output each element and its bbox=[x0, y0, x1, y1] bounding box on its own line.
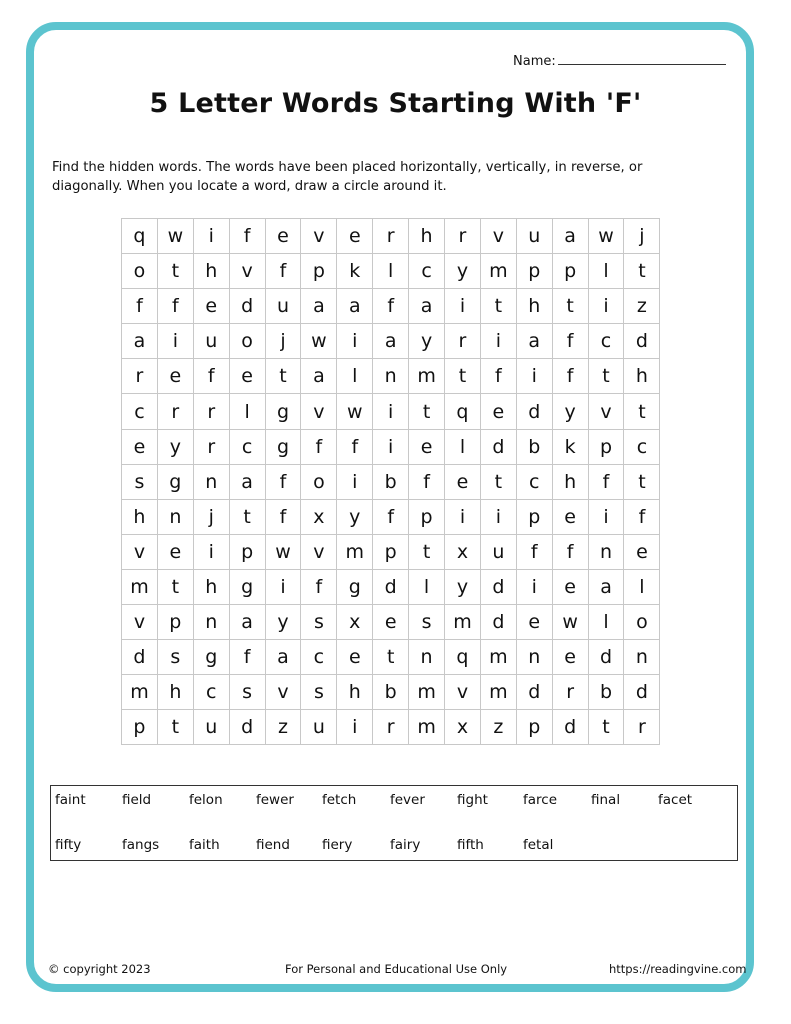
grid-row bbox=[122, 429, 660, 464]
grid-letter-cell[interactable]: l bbox=[409, 569, 445, 604]
grid-letter-cell[interactable]: t bbox=[229, 499, 265, 534]
grid-letter-cell[interactable]: c bbox=[229, 429, 265, 464]
grid-letter-cell[interactable]: e bbox=[445, 464, 481, 499]
word-bank-item: fetch bbox=[322, 792, 357, 808]
grid-letter-cell[interactable]: a bbox=[122, 324, 158, 359]
grid-letter-cell[interactable]: w bbox=[552, 605, 588, 640]
grid-letter-cell[interactable]: i bbox=[588, 499, 624, 534]
grid-row bbox=[122, 499, 660, 534]
grid-letter-cell[interactable]: d bbox=[480, 605, 516, 640]
grid-letter-cell[interactable]: i bbox=[193, 534, 229, 569]
grid-letter-cell[interactable]: c bbox=[516, 464, 552, 499]
grid-letter-cell[interactable]: t bbox=[373, 640, 409, 675]
grid-letter-cell[interactable]: i bbox=[193, 219, 229, 254]
grid-letter-cell[interactable]: r bbox=[624, 710, 660, 745]
grid-letter-cell[interactable]: h bbox=[337, 675, 373, 710]
grid-letter-cell[interactable]: n bbox=[409, 640, 445, 675]
grid-letter-cell[interactable]: r bbox=[193, 394, 229, 429]
grid-letter-cell[interactable]: s bbox=[301, 605, 337, 640]
grid-letter-cell[interactable]: l bbox=[229, 394, 265, 429]
grid-letter-cell[interactable]: f bbox=[337, 429, 373, 464]
grid-letter-cell[interactable]: l bbox=[588, 254, 624, 289]
grid-letter-cell[interactable]: l bbox=[373, 254, 409, 289]
grid-letter-cell[interactable]: y bbox=[552, 394, 588, 429]
grid-letter-cell[interactable]: n bbox=[624, 640, 660, 675]
grid-letter-cell[interactable]: f bbox=[552, 324, 588, 359]
grid-letter-cell[interactable]: i bbox=[516, 359, 552, 394]
grid-letter-cell[interactable]: u bbox=[193, 324, 229, 359]
page-title: 5 Letter Words Starting With 'F' bbox=[149, 88, 642, 119]
grid-letter-cell[interactable]: g bbox=[265, 429, 301, 464]
grid-letter-cell[interactable]: i bbox=[480, 499, 516, 534]
grid-row bbox=[122, 569, 660, 604]
grid-letter-cell[interactable]: t bbox=[409, 534, 445, 569]
grid-letter-cell[interactable]: c bbox=[588, 324, 624, 359]
grid-letter-cell[interactable]: h bbox=[516, 289, 552, 324]
grid-letter-cell[interactable]: e bbox=[193, 289, 229, 324]
grid-row bbox=[122, 394, 660, 429]
grid-letter-cell[interactable]: p bbox=[122, 710, 158, 745]
grid-letter-cell[interactable]: v bbox=[301, 534, 337, 569]
grid-letter-cell[interactable]: r bbox=[373, 710, 409, 745]
grid-letter-cell[interactable]: f bbox=[552, 359, 588, 394]
grid-letter-cell[interactable]: n bbox=[157, 499, 193, 534]
grid-letter-cell[interactable]: d bbox=[229, 710, 265, 745]
grid-letter-cell[interactable]: p bbox=[516, 254, 552, 289]
grid-letter-cell[interactable]: q bbox=[122, 219, 158, 254]
word-bank-item: fifty bbox=[55, 837, 82, 853]
grid-letter-cell[interactable]: a bbox=[552, 219, 588, 254]
word-bank-item: fight bbox=[457, 792, 488, 808]
grid-letter-cell[interactable]: r bbox=[445, 219, 481, 254]
grid-letter-cell[interactable]: x bbox=[445, 534, 481, 569]
grid-letter-cell[interactable]: m bbox=[337, 534, 373, 569]
grid-letter-cell[interactable]: z bbox=[265, 710, 301, 745]
grid-letter-cell[interactable]: v bbox=[229, 254, 265, 289]
grid-letter-cell[interactable]: h bbox=[193, 569, 229, 604]
grid-letter-cell[interactable]: e bbox=[337, 219, 373, 254]
grid-letter-cell[interactable]: t bbox=[624, 254, 660, 289]
grid-letter-cell[interactable]: v bbox=[480, 219, 516, 254]
name-field[interactable] bbox=[513, 52, 726, 69]
grid-letter-cell[interactable]: m bbox=[409, 359, 445, 394]
grid-letter-cell[interactable]: a bbox=[301, 359, 337, 394]
grid-letter-cell[interactable]: w bbox=[588, 219, 624, 254]
grid-letter-cell[interactable]: p bbox=[301, 254, 337, 289]
grid-letter-cell[interactable]: u bbox=[301, 710, 337, 745]
grid-letter-cell[interactable]: s bbox=[122, 464, 158, 499]
grid-letter-cell[interactable]: a bbox=[516, 324, 552, 359]
grid-letter-cell[interactable]: e bbox=[480, 394, 516, 429]
grid-letter-cell[interactable]: t bbox=[480, 289, 516, 324]
grid-letter-cell[interactable]: d bbox=[624, 324, 660, 359]
grid-letter-cell[interactable]: h bbox=[157, 675, 193, 710]
word-bank bbox=[50, 785, 738, 861]
grid-letter-cell[interactable]: e bbox=[409, 429, 445, 464]
grid-letter-cell[interactable]: l bbox=[337, 359, 373, 394]
grid-letter-cell[interactable]: r bbox=[193, 429, 229, 464]
grid-letter-cell[interactable]: j bbox=[265, 324, 301, 359]
grid-letter-cell[interactable]: x bbox=[301, 499, 337, 534]
grid-letter-cell[interactable]: y bbox=[409, 324, 445, 359]
grid-letter-cell[interactable]: u bbox=[193, 710, 229, 745]
grid-letter-cell[interactable]: x bbox=[337, 605, 373, 640]
grid-letter-cell[interactable]: t bbox=[157, 254, 193, 289]
grid-letter-cell[interactable]: e bbox=[373, 605, 409, 640]
grid-letter-cell[interactable]: f bbox=[265, 464, 301, 499]
grid-letter-cell[interactable]: b bbox=[588, 675, 624, 710]
grid-letter-cell[interactable]: e bbox=[516, 605, 552, 640]
grid-letter-cell[interactable]: t bbox=[409, 394, 445, 429]
grid-letter-cell[interactable]: w bbox=[301, 324, 337, 359]
grid-letter-cell[interactable]: c bbox=[409, 254, 445, 289]
grid-letter-cell[interactable]: e bbox=[552, 499, 588, 534]
usage-text: For Personal and Educational Use Only bbox=[285, 962, 508, 976]
grid-letter-cell[interactable]: d bbox=[480, 429, 516, 464]
grid-letter-cell[interactable]: d bbox=[122, 640, 158, 675]
grid-letter-cell[interactable]: g bbox=[337, 569, 373, 604]
grid-letter-cell[interactable]: e bbox=[122, 429, 158, 464]
grid-letter-cell[interactable]: x bbox=[445, 710, 481, 745]
grid-letter-cell[interactable]: b bbox=[373, 464, 409, 499]
grid-letter-cell[interactable]: t bbox=[157, 710, 193, 745]
grid-letter-cell[interactable]: a bbox=[337, 289, 373, 324]
grid-letter-cell[interactable]: h bbox=[409, 219, 445, 254]
grid-letter-cell[interactable]: h bbox=[122, 499, 158, 534]
grid-letter-cell[interactable]: j bbox=[193, 499, 229, 534]
grid-letter-cell[interactable]: a bbox=[373, 324, 409, 359]
grid-letter-cell[interactable]: f bbox=[229, 219, 265, 254]
grid-letter-cell[interactable]: s bbox=[229, 675, 265, 710]
grid-letter-cell[interactable]: a bbox=[301, 289, 337, 324]
grid-letter-cell[interactable]: t bbox=[265, 359, 301, 394]
grid-letter-cell[interactable]: w bbox=[337, 394, 373, 429]
grid-row bbox=[122, 675, 660, 710]
grid-letter-cell[interactable]: g bbox=[229, 569, 265, 604]
grid-letter-cell[interactable]: b bbox=[516, 429, 552, 464]
grid-letter-cell[interactable]: t bbox=[624, 464, 660, 499]
word-bank-item: facet bbox=[658, 792, 693, 808]
grid-letter-cell[interactable]: w bbox=[157, 219, 193, 254]
grid-letter-cell[interactable]: q bbox=[445, 394, 481, 429]
grid-letter-cell[interactable]: n bbox=[516, 640, 552, 675]
word-bank-item: fangs bbox=[122, 837, 160, 853]
grid-letter-cell[interactable]: p bbox=[552, 254, 588, 289]
grid-letter-cell[interactable]: p bbox=[516, 499, 552, 534]
word-bank-item: faint bbox=[55, 792, 86, 808]
grid-letter-cell[interactable]: r bbox=[157, 394, 193, 429]
grid-letter-cell[interactable]: v bbox=[122, 605, 158, 640]
grid-letter-cell[interactable]: y bbox=[157, 429, 193, 464]
word-bank-item: field bbox=[122, 792, 152, 808]
grid-letter-cell[interactable]: e bbox=[552, 569, 588, 604]
grid-letter-cell[interactable]: o bbox=[301, 464, 337, 499]
grid-letter-cell[interactable]: f bbox=[373, 289, 409, 324]
grid-letter-cell[interactable]: v bbox=[122, 534, 158, 569]
grid-letter-cell[interactable]: f bbox=[229, 640, 265, 675]
grid-letter-cell[interactable]: i bbox=[373, 394, 409, 429]
grid-row bbox=[122, 289, 660, 324]
grid-row bbox=[122, 605, 660, 640]
grid-letter-cell[interactable]: i bbox=[337, 464, 373, 499]
name-label: Name: bbox=[513, 54, 556, 69]
grid-letter-cell[interactable]: m bbox=[409, 710, 445, 745]
grid-letter-cell[interactable]: j bbox=[624, 219, 660, 254]
grid-letter-cell[interactable]: r bbox=[373, 219, 409, 254]
grid-letter-cell[interactable]: a bbox=[229, 464, 265, 499]
word-bank-item: final bbox=[591, 792, 621, 808]
grid-row bbox=[122, 534, 660, 569]
grid-letter-cell[interactable]: r bbox=[122, 359, 158, 394]
grid-letter-cell[interactable]: l bbox=[624, 569, 660, 604]
grid-letter-cell[interactable]: a bbox=[229, 605, 265, 640]
grid-letter-cell[interactable]: t bbox=[445, 359, 481, 394]
grid-letter-cell[interactable]: t bbox=[588, 710, 624, 745]
grid-letter-cell[interactable]: s bbox=[157, 640, 193, 675]
word-bank-item: fiery bbox=[322, 837, 353, 853]
grid-letter-cell[interactable]: f bbox=[301, 429, 337, 464]
grid-letter-cell[interactable]: z bbox=[480, 710, 516, 745]
word-bank-item: fifth bbox=[457, 837, 484, 853]
grid-letter-cell[interactable]: f bbox=[301, 569, 337, 604]
grid-letter-cell[interactable]: s bbox=[301, 675, 337, 710]
grid-letter-cell[interactable]: l bbox=[445, 429, 481, 464]
grid-letter-cell[interactable]: f bbox=[193, 359, 229, 394]
grid-letter-cell[interactable]: y bbox=[445, 254, 481, 289]
grid-letter-cell[interactable]: n bbox=[588, 534, 624, 569]
grid-letter-cell[interactable]: i bbox=[373, 429, 409, 464]
grid-letter-cell[interactable]: e bbox=[552, 640, 588, 675]
grid-letter-cell[interactable]: f bbox=[157, 289, 193, 324]
grid-row bbox=[122, 219, 660, 254]
instructions: Find the hidden words. The words have been placed horizontally, vertically, in reverse, or diagonally. When you locate a word, draw a circle around it. bbox=[52, 160, 643, 194]
word-bank-item: fever bbox=[390, 792, 425, 808]
grid-letter-cell[interactable]: d bbox=[516, 394, 552, 429]
grid-letter-cell[interactable]: a bbox=[588, 569, 624, 604]
word-bank-item: fiend bbox=[256, 837, 290, 853]
grid-letter-cell[interactable]: f bbox=[265, 499, 301, 534]
grid-letter-cell[interactable]: e bbox=[337, 640, 373, 675]
grid-letter-cell[interactable]: i bbox=[480, 324, 516, 359]
copyright-text: © copyright 2023 bbox=[48, 962, 151, 976]
grid-letter-cell[interactable]: c bbox=[301, 640, 337, 675]
word-search-grid bbox=[121, 218, 660, 745]
word-bank-item: farce bbox=[523, 792, 558, 808]
grid-letter-cell[interactable]: d bbox=[373, 569, 409, 604]
grid-letter-cell[interactable]: f bbox=[588, 464, 624, 499]
grid-letter-cell[interactable]: o bbox=[122, 254, 158, 289]
grid-letter-cell[interactable]: p bbox=[229, 534, 265, 569]
grid-letter-cell[interactable]: m bbox=[122, 569, 158, 604]
grid-letter-cell[interactable]: n bbox=[193, 605, 229, 640]
grid-letter-cell[interactable]: m bbox=[480, 254, 516, 289]
grid-letter-cell[interactable]: v bbox=[588, 394, 624, 429]
grid-letter-cell[interactable]: n bbox=[193, 464, 229, 499]
grid-letter-cell[interactable]: s bbox=[409, 605, 445, 640]
grid-letter-cell[interactable]: a bbox=[409, 289, 445, 324]
grid-letter-cell[interactable]: f bbox=[624, 499, 660, 534]
grid-letter-cell[interactable]: y bbox=[337, 499, 373, 534]
grid-row bbox=[122, 359, 660, 394]
grid-letter-cell[interactable]: f bbox=[480, 359, 516, 394]
grid-letter-cell[interactable]: y bbox=[265, 605, 301, 640]
grid-letter-cell[interactable]: f bbox=[409, 464, 445, 499]
grid-row bbox=[122, 710, 660, 745]
grid-letter-cell[interactable]: r bbox=[445, 324, 481, 359]
grid-letter-cell[interactable]: d bbox=[229, 289, 265, 324]
word-bank-item: faith bbox=[189, 837, 220, 853]
grid-letter-cell[interactable]: f bbox=[265, 254, 301, 289]
grid-letter-cell[interactable]: p bbox=[373, 534, 409, 569]
grid-letter-cell[interactable]: u bbox=[516, 219, 552, 254]
grid-letter-cell[interactable]: c bbox=[193, 675, 229, 710]
grid-letter-cell[interactable]: e bbox=[157, 359, 193, 394]
grid-letter-cell[interactable]: m bbox=[480, 675, 516, 710]
grid-row bbox=[122, 640, 660, 675]
grid-letter-cell[interactable]: g bbox=[265, 394, 301, 429]
grid-letter-cell[interactable]: i bbox=[445, 289, 481, 324]
grid-letter-cell[interactable]: i bbox=[445, 499, 481, 534]
grid-letter-cell[interactable]: o bbox=[229, 324, 265, 359]
grid-letter-cell[interactable]: g bbox=[157, 464, 193, 499]
grid-letter-cell[interactable]: y bbox=[445, 569, 481, 604]
grid-letter-cell[interactable]: f bbox=[516, 534, 552, 569]
word-bank-item: fetal bbox=[523, 837, 554, 853]
word-bank-item: felon bbox=[189, 792, 223, 808]
grid-letter-cell[interactable]: d bbox=[552, 710, 588, 745]
grid-letter-cell[interactable]: m bbox=[409, 675, 445, 710]
grid-letter-cell[interactable]: i bbox=[337, 324, 373, 359]
grid-letter-cell[interactable]: p bbox=[157, 605, 193, 640]
grid-letter-cell[interactable]: m bbox=[445, 605, 481, 640]
grid-letter-cell[interactable]: w bbox=[265, 534, 301, 569]
grid-letter-cell[interactable]: m bbox=[480, 640, 516, 675]
word-bank-item: fairy bbox=[390, 837, 421, 853]
grid-letter-cell[interactable]: e bbox=[624, 534, 660, 569]
grid-row bbox=[122, 464, 660, 499]
grid-letter-cell[interactable]: c bbox=[624, 429, 660, 464]
grid-letter-cell[interactable]: t bbox=[552, 289, 588, 324]
grid-letter-cell[interactable]: e bbox=[157, 534, 193, 569]
grid-letter-cell[interactable]: n bbox=[373, 359, 409, 394]
grid-letter-cell[interactable]: p bbox=[409, 499, 445, 534]
grid-letter-cell[interactable]: d bbox=[480, 569, 516, 604]
grid-letter-cell[interactable]: g bbox=[193, 640, 229, 675]
grid-letter-cell[interactable]: p bbox=[516, 710, 552, 745]
grid-letter-cell[interactable]: h bbox=[624, 359, 660, 394]
grid-letter-cell[interactable]: d bbox=[588, 640, 624, 675]
grid-row bbox=[122, 324, 660, 359]
grid-letter-cell[interactable]: f bbox=[373, 499, 409, 534]
grid-letter-cell[interactable]: h bbox=[193, 254, 229, 289]
grid-letter-cell[interactable]: v bbox=[301, 394, 337, 429]
grid-letter-cell[interactable]: k bbox=[337, 254, 373, 289]
grid-letter-cell[interactable]: u bbox=[480, 534, 516, 569]
grid-letter-cell[interactable]: l bbox=[588, 605, 624, 640]
website-link[interactable]: https://readingvine.com bbox=[609, 962, 747, 976]
grid-letter-cell[interactable]: v bbox=[445, 675, 481, 710]
grid-letter-cell[interactable]: t bbox=[588, 359, 624, 394]
grid-letter-cell[interactable]: u bbox=[265, 289, 301, 324]
grid-letter-cell[interactable]: h bbox=[552, 464, 588, 499]
grid-letter-cell[interactable]: e bbox=[265, 219, 301, 254]
grid-letter-cell[interactable]: t bbox=[480, 464, 516, 499]
grid-letter-cell[interactable]: i bbox=[516, 569, 552, 604]
grid-letter-cell[interactable]: d bbox=[516, 675, 552, 710]
grid-letter-cell[interactable]: i bbox=[265, 569, 301, 604]
grid-letter-cell[interactable]: d bbox=[624, 675, 660, 710]
grid-letter-cell[interactable]: f bbox=[122, 289, 158, 324]
grid-letter-cell[interactable]: v bbox=[301, 219, 337, 254]
grid-row bbox=[122, 254, 660, 289]
grid-letter-cell[interactable]: i bbox=[157, 324, 193, 359]
grid-letter-cell[interactable]: p bbox=[588, 429, 624, 464]
grid-letter-cell[interactable]: r bbox=[552, 675, 588, 710]
grid-letter-cell[interactable]: i bbox=[337, 710, 373, 745]
grid-letter-cell[interactable]: f bbox=[552, 534, 588, 569]
grid-letter-cell[interactable]: c bbox=[122, 394, 158, 429]
grid-letter-cell[interactable]: k bbox=[552, 429, 588, 464]
grid-letter-cell[interactable]: e bbox=[229, 359, 265, 394]
grid-letter-cell[interactable]: m bbox=[122, 675, 158, 710]
grid-letter-cell[interactable]: o bbox=[624, 605, 660, 640]
grid-letter-cell[interactable]: t bbox=[157, 569, 193, 604]
grid-letter-cell[interactable]: b bbox=[373, 675, 409, 710]
grid-letter-cell[interactable]: i bbox=[588, 289, 624, 324]
word-bank-item: fewer bbox=[256, 792, 294, 808]
grid-letter-cell[interactable]: a bbox=[265, 640, 301, 675]
name-blank-line bbox=[558, 52, 726, 65]
grid-letter-cell[interactable]: z bbox=[624, 289, 660, 324]
grid-letter-cell[interactable]: t bbox=[624, 394, 660, 429]
grid-letter-cell[interactable]: v bbox=[265, 675, 301, 710]
grid-letter-cell[interactable]: q bbox=[445, 640, 481, 675]
